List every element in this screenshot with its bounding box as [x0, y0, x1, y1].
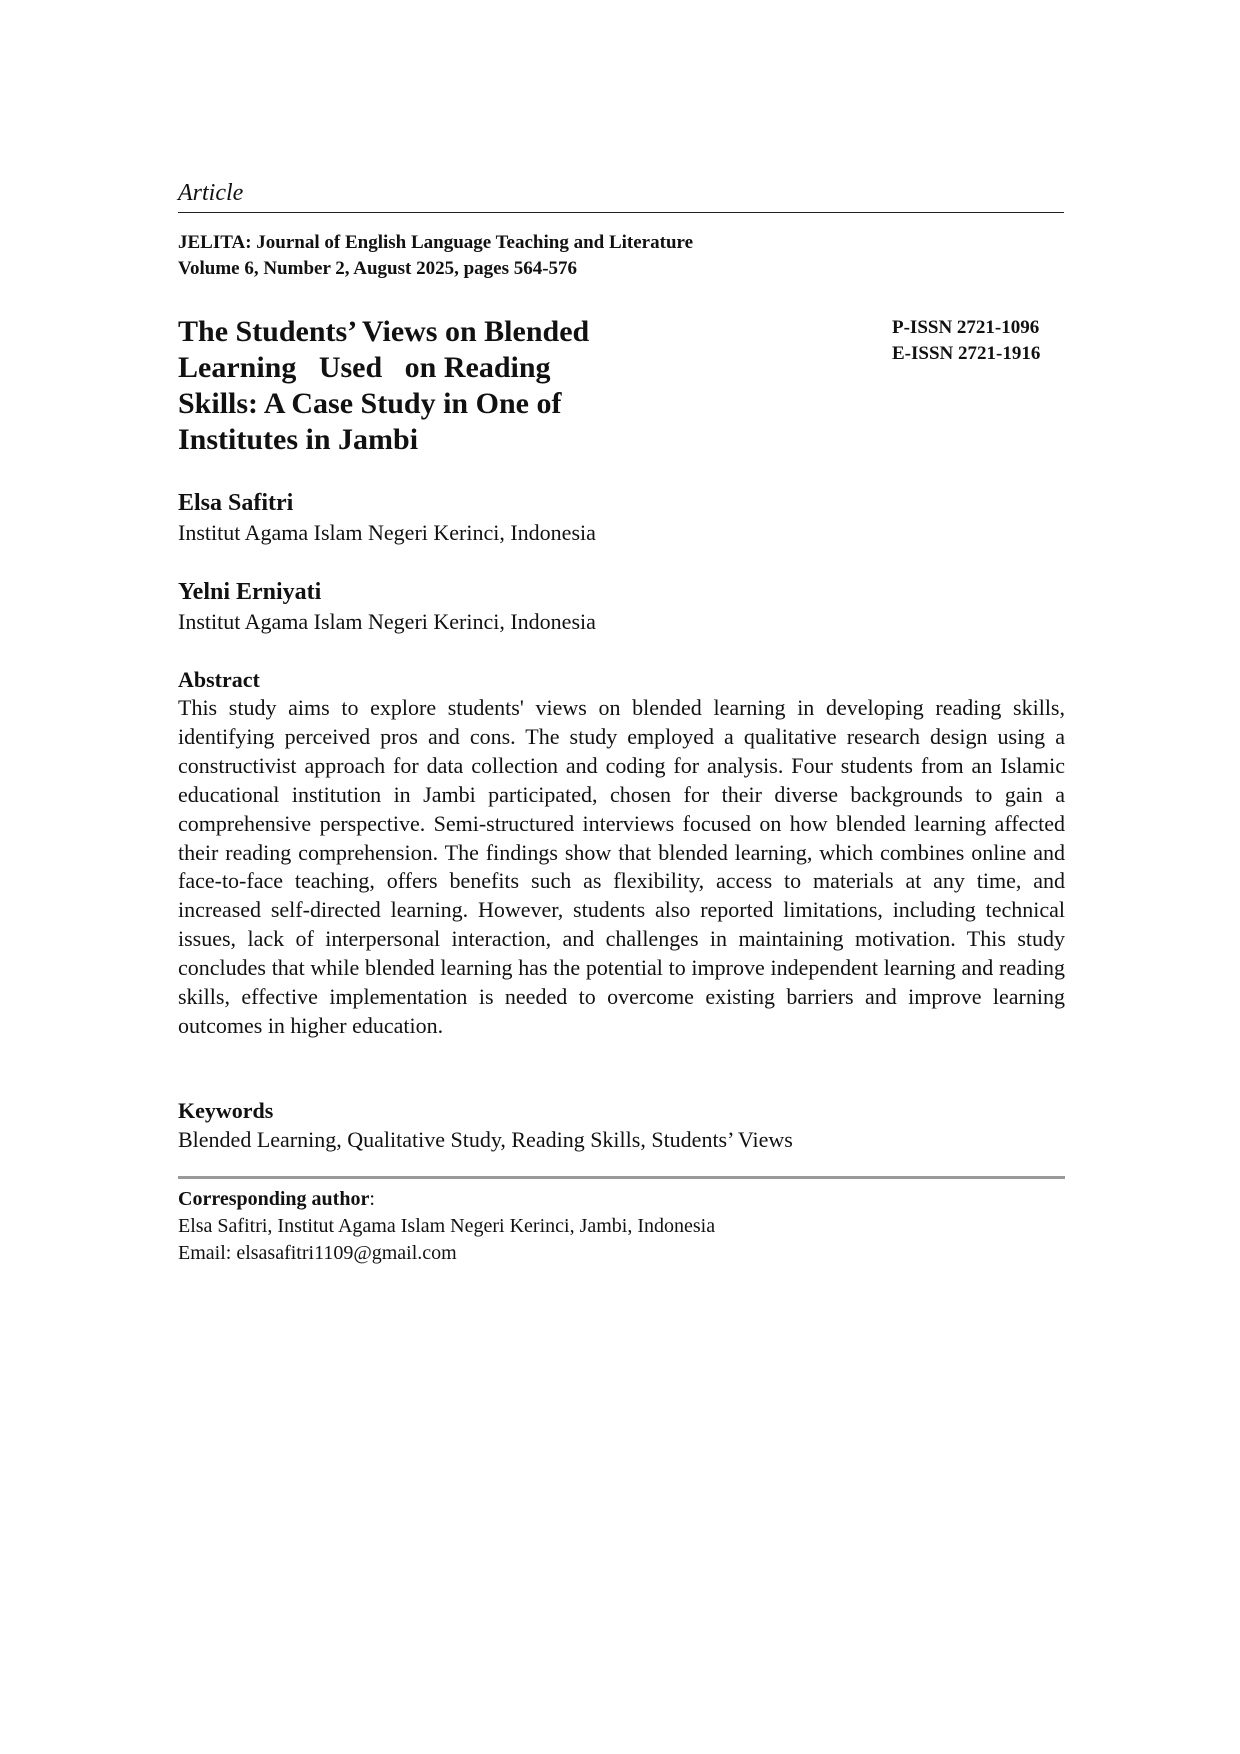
issn-block — [892, 315, 1040, 367]
corresponding-label: Corresponding author — [178, 1188, 370, 1210]
abstract-section — [178, 665, 1065, 1041]
electronic-issn: E-ISSN 2721-1916 — [892, 343, 1041, 364]
abstract-text: This study aims to explore students' views on blended learning in developing reading skills, identifying perceived pros and cons. The study employed a qualitative research design using a constructivist approach for data collection and coding for analysis. Four students from an Islamic educational institution in Jambi participated, chosen for their diverse backgrounds to gain a comprehensive perspective. Semi-structured interviews focused on how blended learning affected their reading comprehension. The findings show that blended learning, which combines online and face-to-face teaching, offers benefits such as flexibility, access to materials at any time, and increased self-directed learning. However, students also reported limitations, including technical issues, lack of interpersonal interaction, and challenges in maintaining motivation. This study concludes that while blended learning has the potential to improve independent learning and reading skills, effective implementation is needed to overcome existing barriers and improve learning outcomes in higher education. — [178, 695, 1065, 1038]
author-name: Elsa Safitri — [178, 490, 294, 516]
journal-volume: Volume 6, Number 2, August 2025, pages 564-576 — [178, 258, 578, 279]
corresponding-colon: : — [369, 1188, 375, 1210]
article-type-label: Article — [178, 180, 244, 206]
journal-info — [178, 230, 693, 282]
corresponding-details: Elsa Safitri, Institut Agama Islam Negeri Kerinci, Jambi, Indonesia — [178, 1215, 716, 1237]
abstract-heading: Abstract — [178, 667, 260, 692]
author-name: Yelni Erniyati — [178, 579, 322, 605]
title-line: The Students’ Views on Blended — [178, 315, 590, 348]
author-affiliation: Institut Agama Islam Negeri Kerinci, Indonesia — [178, 520, 596, 545]
paper-title — [178, 314, 648, 458]
keywords-text: Blended Learning, Qualitative Study, Reading Skills, Students’ Views — [178, 1127, 793, 1152]
author-block — [178, 577, 596, 637]
author-block — [178, 488, 596, 548]
title-line: Institutes in Jambi — [178, 423, 419, 456]
corresponding-email: Email: elsasafitri1109@gmail.com — [178, 1242, 457, 1264]
print-issn: P-ISSN 2721-1096 — [892, 317, 1040, 338]
keywords-section — [178, 1096, 1065, 1154]
journal-name: JELITA: Journal of English Language Teaching and Literature — [178, 232, 694, 253]
section-divider — [178, 1176, 1065, 1179]
author-affiliation: Institut Agama Islam Negeri Kerinci, Indonesia — [178, 609, 596, 634]
corresponding-heading — [178, 1186, 715, 1213]
keywords-heading: Keywords — [178, 1098, 274, 1123]
header-rule — [178, 212, 1064, 213]
corresponding-author-section — [178, 1186, 715, 1267]
title-line: Skills: A Case Study in One of — [178, 387, 562, 420]
title-line: Learning Used on Reading — [178, 351, 551, 384]
